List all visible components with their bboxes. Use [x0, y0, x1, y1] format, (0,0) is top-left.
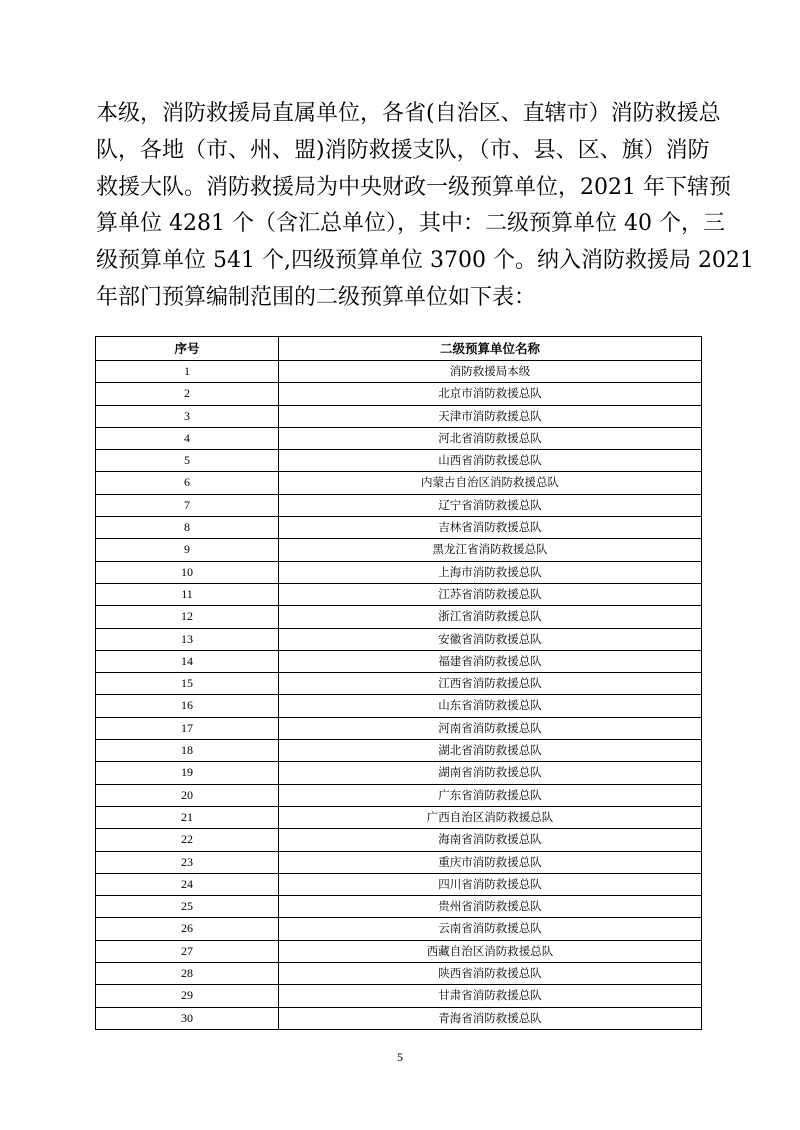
row-index: 6 — [96, 472, 279, 494]
row-unit-name: 安徽省消防救援总队 — [279, 628, 702, 650]
paragraph-line: 队，各地（市、州、盟)消防救援支队，（市、县、区、旗）消防 — [96, 137, 710, 163]
row-index: 4 — [96, 427, 279, 449]
table-row — [96, 650, 702, 672]
row-index: 15 — [96, 673, 279, 695]
row-index: 30 — [96, 1007, 279, 1029]
row-unit-name: 消防救援局本级 — [279, 361, 702, 383]
table-row — [96, 361, 702, 383]
row-unit-name: 河南省消防救援总队 — [279, 717, 702, 739]
row-unit-name: 青海省消防救援总队 — [279, 1007, 702, 1029]
row-index: 27 — [96, 940, 279, 962]
row-unit-name: 西藏自治区消防救援总队 — [279, 940, 702, 962]
table-row — [96, 472, 702, 494]
row-unit-name: 吉林省消防救援总队 — [279, 517, 702, 539]
table-row — [96, 673, 702, 695]
row-index: 9 — [96, 539, 279, 561]
table-row — [96, 963, 702, 985]
table-row — [96, 806, 702, 828]
row-unit-name: 四川省消防救援总队 — [279, 873, 702, 895]
table-row — [96, 784, 702, 806]
row-unit-name: 陕西省消防救援总队 — [279, 963, 702, 985]
row-index: 22 — [96, 829, 279, 851]
row-index: 1 — [96, 361, 279, 383]
table-row — [96, 717, 702, 739]
row-unit-name: 福建省消防救援总队 — [279, 650, 702, 672]
row-unit-name: 辽宁省消防救援总队 — [279, 494, 702, 516]
row-unit-name: 湖北省消防救援总队 — [279, 740, 702, 762]
row-unit-name: 湖南省消防救援总队 — [279, 762, 702, 784]
table-header-row — [96, 337, 702, 361]
row-unit-name: 重庆市消防救援总队 — [279, 851, 702, 873]
budget-units-table — [95, 336, 702, 1030]
row-index: 16 — [96, 695, 279, 717]
table-row — [96, 583, 702, 605]
row-index: 14 — [96, 650, 279, 672]
row-index: 24 — [96, 873, 279, 895]
table-row — [96, 561, 702, 583]
table-row — [96, 405, 702, 427]
row-unit-name: 河北省消防救援总队 — [279, 427, 702, 449]
table-row — [96, 740, 702, 762]
header-index: 序号 — [96, 337, 279, 361]
table-row — [96, 539, 702, 561]
row-unit-name: 江苏省消防救援总队 — [279, 583, 702, 605]
row-unit-name: 海南省消防救援总队 — [279, 829, 702, 851]
row-index: 18 — [96, 740, 279, 762]
table-row — [96, 695, 702, 717]
table-row — [96, 1007, 702, 1029]
row-unit-name: 山西省消防救援总队 — [279, 450, 702, 472]
row-index: 29 — [96, 985, 279, 1007]
table-row — [96, 873, 702, 895]
table-row — [96, 427, 702, 449]
row-index: 2 — [96, 383, 279, 405]
row-index: 7 — [96, 494, 279, 516]
row-index: 26 — [96, 918, 279, 940]
row-index: 11 — [96, 583, 279, 605]
row-unit-name: 上海市消防救援总队 — [279, 561, 702, 583]
row-index: 20 — [96, 784, 279, 806]
table-row — [96, 918, 702, 940]
row-index: 23 — [96, 851, 279, 873]
paragraph-line: 本级，消防救援局直属单位，各省(自治区、直辖市）消防救援总 — [96, 101, 721, 126]
row-unit-name: 广西自治区消防救援总队 — [279, 806, 702, 828]
row-unit-name: 北京市消防救援总队 — [279, 383, 702, 405]
table-row — [96, 940, 702, 962]
table-row — [96, 450, 702, 472]
row-index: 19 — [96, 762, 279, 784]
paragraph-line: 年部门预算编制范围的二级预算单位如下表： — [96, 284, 537, 310]
row-unit-name: 天津市消防救援总队 — [279, 405, 702, 427]
paragraph-line: 算单位 4281 个（含汇总单位），其中：二级预算单位 40 个，三 — [96, 211, 725, 237]
table-row — [96, 985, 702, 1007]
body-paragraph — [96, 96, 754, 317]
table-row — [96, 851, 702, 873]
table-row — [96, 628, 702, 650]
row-unit-name: 内蒙古自治区消防救援总队 — [279, 472, 702, 494]
row-unit-name: 浙江省消防救援总队 — [279, 606, 702, 628]
page-number: 5 — [397, 1050, 403, 1064]
table-body — [96, 361, 702, 1030]
row-unit-name: 广东省消防救援总队 — [279, 784, 702, 806]
row-index: 5 — [96, 450, 279, 472]
row-index: 13 — [96, 628, 279, 650]
table-row — [96, 606, 702, 628]
row-unit-name: 云南省消防救援总队 — [279, 918, 702, 940]
table-row — [96, 896, 702, 918]
row-unit-name: 山东省消防救援总队 — [279, 695, 702, 717]
table-row — [96, 829, 702, 851]
row-unit-name: 贵州省消防救援总队 — [279, 896, 702, 918]
table-row — [96, 762, 702, 784]
table-row — [96, 517, 702, 539]
row-index: 21 — [96, 806, 279, 828]
row-index: 12 — [96, 606, 279, 628]
row-unit-name: 甘肃省消防救援总队 — [279, 985, 702, 1007]
paragraph-line: 级预算单位 541 个,四级预算单位 3700 个。纳入消防救援局 2021 — [96, 248, 754, 274]
row-index: 3 — [96, 405, 279, 427]
paragraph-line: 救援大队。消防救援局为中央财政一级预算单位，2021 年下辖预 — [96, 174, 731, 200]
table-row — [96, 494, 702, 516]
row-unit-name: 江西省消防救援总队 — [279, 673, 702, 695]
row-index: 10 — [96, 561, 279, 583]
row-index: 17 — [96, 717, 279, 739]
table-row — [96, 383, 702, 405]
row-unit-name: 黑龙江省消防救援总队 — [279, 539, 702, 561]
header-unit-name: 二级预算单位名称 — [279, 337, 702, 361]
row-index: 25 — [96, 896, 279, 918]
row-index: 28 — [96, 963, 279, 985]
row-index: 8 — [96, 517, 279, 539]
